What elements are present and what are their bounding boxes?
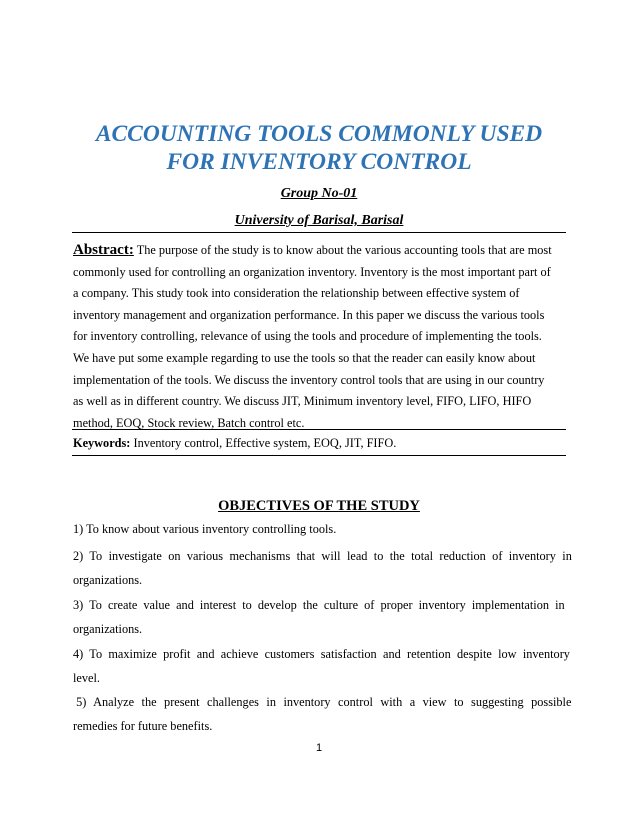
title-line-1: ACCOUNTING TOOLS COMMONLY USED xyxy=(95,121,543,147)
objective-line-text: 2) To investigate on various mechanisms that will lead to the total reduction of inventory in xyxy=(73,549,572,563)
paper-title xyxy=(60,120,578,176)
divider-top xyxy=(72,232,566,233)
objective-item-2 xyxy=(73,544,572,592)
abstract-line xyxy=(73,240,569,262)
abstract-line: commonly used for controlling an organization inventory. Inventory is the most important part of xyxy=(73,264,551,279)
abstract-colon: : xyxy=(128,242,134,258)
abstract-label: Abstract xyxy=(73,242,129,258)
abstract-section xyxy=(73,240,569,434)
group-number: Group No-01 xyxy=(280,186,358,201)
abstract-line: inventory management and organization performance. In this paper we discuss the various tools xyxy=(73,307,545,322)
objective-line-text: 3) To create value and interest to develop the culture of proper inventory implementation in xyxy=(73,598,565,612)
abstract-line: implementation of the tools. We discuss the inventory control tools that are using in our country xyxy=(73,372,545,387)
abstract-text: The purpose of the study is to know about the various accounting tools that are most xyxy=(136,243,552,257)
objective-item-1 xyxy=(73,517,563,541)
divider-abstract xyxy=(72,429,566,430)
objective-item-5 xyxy=(73,690,572,738)
objective-line: level. xyxy=(73,671,100,685)
title-line-2: FOR INVENTORY CONTROL xyxy=(166,149,472,175)
objective-line xyxy=(73,690,572,714)
divider-keywords xyxy=(72,455,566,456)
objective-line xyxy=(73,544,572,568)
objective-line: organizations. xyxy=(73,573,143,587)
objective-item-4 xyxy=(73,642,570,690)
objective-line: remedies for future benefits. xyxy=(73,719,213,733)
abstract-line: as well as in different country. We discuss JIT, Minimum inventory level, FIFO, LIFO, HIFO xyxy=(73,394,532,409)
objective-line xyxy=(73,642,570,666)
university-name: University of Barisal, Barisal xyxy=(234,213,404,228)
keywords-text: Inventory control, Effective system, EOQ, JIT, FIFO. xyxy=(133,436,397,450)
abstract-line: a company. This study took into consideration the relationship between effective system of xyxy=(73,286,520,301)
objective-line-text: 5) Analyze the present challenges in inventory control with a view to suggesting possible xyxy=(73,695,572,709)
abstract-line: for inventory controlling, relevance of using the tools and procedure of implementing the tools. xyxy=(73,329,542,344)
objective-line xyxy=(73,593,563,617)
objective-line-text: 4) To maximize profit and achieve customers satisfaction and retention despite low inventory xyxy=(73,647,570,661)
keywords-label: Keywords: xyxy=(73,436,131,450)
abstract-line: We have put some example regarding to use the tools so that the reader can easily know about xyxy=(73,350,536,365)
abstract-line: method, EOQ, Stock review, Batch control etc. xyxy=(73,415,305,430)
objective-item-3 xyxy=(73,593,563,641)
keywords-line xyxy=(73,434,569,452)
objective-line: organizations. xyxy=(73,622,143,636)
page-number: 1 xyxy=(315,742,323,754)
objective-line: 1) To know about various inventory controlling tools. xyxy=(73,522,337,536)
objectives-heading: OBJECTIVES OF THE STUDY xyxy=(218,498,420,514)
